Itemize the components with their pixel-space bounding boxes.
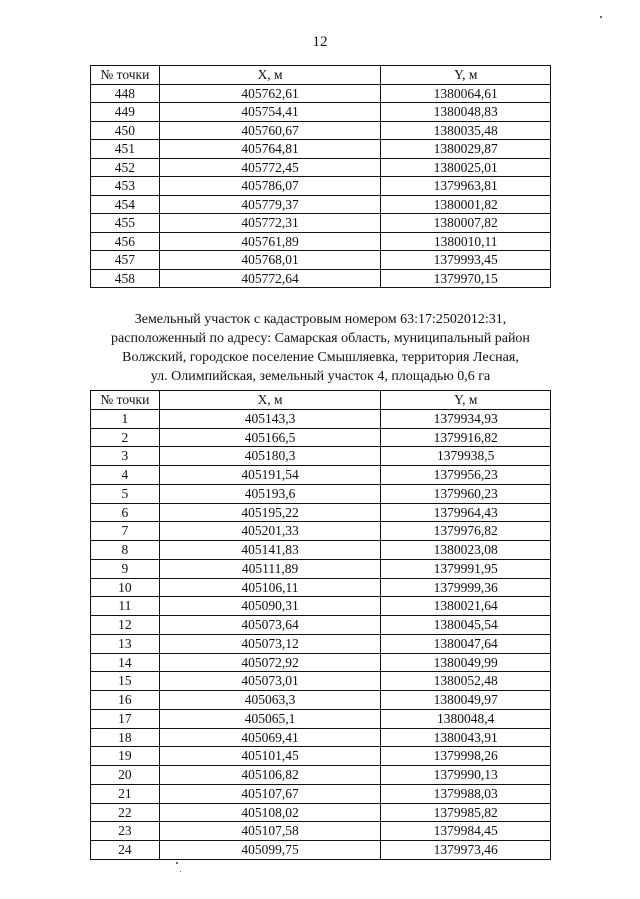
cell-x: 405111,89: [159, 559, 381, 578]
table-header-row: [91, 391, 551, 410]
cell-x: 405201,33: [159, 522, 381, 541]
cell-point-number: 8: [91, 541, 160, 560]
cell-y: 1380049,99: [381, 653, 551, 672]
cell-x: 405073,64: [159, 616, 381, 635]
cell-y: 1380029,87: [381, 140, 551, 159]
scan-speck: [176, 862, 178, 864]
table-row: [91, 232, 551, 251]
cell-y: 1379993,45: [381, 251, 551, 270]
cell-point-number: 1: [91, 409, 160, 428]
cell-y: 1380025,01: [381, 158, 551, 177]
cell-point-number: 21: [91, 784, 160, 803]
cell-y: 1380045,54: [381, 616, 551, 635]
cell-x: 405106,82: [159, 766, 381, 785]
cell-y: 1380021,64: [381, 597, 551, 616]
page-number: 12: [312, 34, 328, 50]
table-row: [91, 559, 551, 578]
cell-y: 1380001,82: [381, 195, 551, 214]
table-row: [91, 672, 551, 691]
column-header-x: X, м: [159, 66, 381, 85]
table-row: [91, 466, 551, 485]
cell-x: 405143,3: [159, 409, 381, 428]
cell-point-number: 10: [91, 578, 160, 597]
cell-y: 1380048,83: [381, 103, 551, 122]
cell-y: 1379964,43: [381, 503, 551, 522]
cell-y: 1379916,82: [381, 428, 551, 447]
cell-x: 405166,5: [159, 428, 381, 447]
cell-point-number: 24: [91, 841, 160, 860]
cell-y: 1379934,93: [381, 409, 551, 428]
cell-x: 405772,45: [159, 158, 381, 177]
cell-y: 1380052,48: [381, 672, 551, 691]
cell-point-number: 22: [91, 803, 160, 822]
plot-description-line: Волжский, городское поселение Смышляевка, территория Лесная,: [122, 350, 519, 365]
cell-point-number: 454: [91, 195, 160, 214]
table-row: [91, 747, 551, 766]
table-row: [91, 121, 551, 140]
table-row: [91, 822, 551, 841]
column-header-x: X, м: [159, 391, 381, 410]
cell-point-number: 14: [91, 653, 160, 672]
cell-y: 1379998,26: [381, 747, 551, 766]
table-row: [91, 728, 551, 747]
cell-x: 405107,58: [159, 822, 381, 841]
table-row: [91, 784, 551, 803]
table-row: [91, 214, 551, 233]
table-row: [91, 103, 551, 122]
table-row: [91, 634, 551, 653]
cell-y: 1379985,82: [381, 803, 551, 822]
cell-x: 405065,1: [159, 709, 381, 728]
cell-point-number: 13: [91, 634, 160, 653]
cell-point-number: 451: [91, 140, 160, 159]
cell-point-number: 15: [91, 672, 160, 691]
plot-description: [90, 310, 551, 386]
table-row: [91, 541, 551, 560]
cell-point-number: 455: [91, 214, 160, 233]
cell-point-number: 2: [91, 428, 160, 447]
table-row: [91, 447, 551, 466]
cell-y: 1380064,61: [381, 84, 551, 103]
table-row: [91, 691, 551, 710]
cell-y: 1380049,97: [381, 691, 551, 710]
cell-y: 1380023,08: [381, 541, 551, 560]
cell-x: 405180,3: [159, 447, 381, 466]
column-header-point-number: № точки: [91, 66, 160, 85]
table-row: [91, 616, 551, 635]
cell-y: 1379984,45: [381, 822, 551, 841]
cell-point-number: 458: [91, 269, 160, 288]
cell-point-number: 449: [91, 103, 160, 122]
cell-point-number: 18: [91, 728, 160, 747]
cell-y: 1379999,36: [381, 578, 551, 597]
cell-x: 405779,37: [159, 195, 381, 214]
table-row: [91, 428, 551, 447]
table-row: [91, 140, 551, 159]
cell-point-number: 457: [91, 251, 160, 270]
cell-y: 1379960,23: [381, 484, 551, 503]
cell-x: 405141,83: [159, 541, 381, 560]
cell-x: 405761,89: [159, 232, 381, 251]
cell-x: 405764,81: [159, 140, 381, 159]
cell-y: 1380007,82: [381, 214, 551, 233]
cell-point-number: 20: [91, 766, 160, 785]
cell-point-number: 7: [91, 522, 160, 541]
cell-point-number: 11: [91, 597, 160, 616]
table-row: [91, 841, 551, 860]
table-row: [91, 766, 551, 785]
cell-x: 405073,12: [159, 634, 381, 653]
table-row: [91, 597, 551, 616]
cell-y: 1380035,48: [381, 121, 551, 140]
cell-x: 405069,41: [159, 728, 381, 747]
cell-y: 1379976,82: [381, 522, 551, 541]
cell-point-number: 3: [91, 447, 160, 466]
cell-x: 405754,41: [159, 103, 381, 122]
cell-x: 405193,6: [159, 484, 381, 503]
cell-point-number: 450: [91, 121, 160, 140]
cell-y: 1379956,23: [381, 466, 551, 485]
cell-point-number: 456: [91, 232, 160, 251]
plot-description-line: ул. Олимпийская, земельный участок 4, площадью 0,6 га: [150, 369, 491, 384]
table-row: [91, 803, 551, 822]
cell-y: 1380010,11: [381, 232, 551, 251]
cell-x: 405107,67: [159, 784, 381, 803]
column-header-y: Y, м: [381, 391, 551, 410]
cell-point-number: 453: [91, 177, 160, 196]
table-header-row: [91, 66, 551, 85]
cell-point-number: 23: [91, 822, 160, 841]
cell-point-number: 448: [91, 84, 160, 103]
table-row: [91, 158, 551, 177]
cell-x: 405106,11: [159, 578, 381, 597]
cell-x: 405191,54: [159, 466, 381, 485]
cell-x: 405760,67: [159, 121, 381, 140]
cell-x: 405072,92: [159, 653, 381, 672]
table-row: [91, 503, 551, 522]
cell-y: 1379991,95: [381, 559, 551, 578]
cell-x: 405063,3: [159, 691, 381, 710]
table-row: [91, 709, 551, 728]
cell-y: 1379988,03: [381, 784, 551, 803]
cell-x: 405090,31: [159, 597, 381, 616]
scan-speck: [600, 16, 602, 18]
cell-point-number: 452: [91, 158, 160, 177]
cell-point-number: 6: [91, 503, 160, 522]
plot-description-line: Земельный участок с кадастровым номером 63:17:2502012:31,: [134, 312, 507, 327]
table-row: [91, 84, 551, 103]
cell-y: 1380043,91: [381, 728, 551, 747]
coordinates-table-2: [90, 390, 551, 860]
column-header-y: Y, м: [381, 66, 551, 85]
cell-x: 405101,45: [159, 747, 381, 766]
cell-point-number: 5: [91, 484, 160, 503]
plot-description-line: расположенный по адресу: Самарская область, муниципальный район: [111, 331, 530, 346]
cell-x: 405772,64: [159, 269, 381, 288]
table-row: [91, 578, 551, 597]
cell-x: 405099,75: [159, 841, 381, 860]
cell-y: 1379938,5: [381, 447, 551, 466]
table-row: [91, 251, 551, 270]
cell-point-number: 9: [91, 559, 160, 578]
cell-point-number: 17: [91, 709, 160, 728]
cell-y: 1379970,15: [381, 269, 551, 288]
column-header-point-number: № точки: [91, 391, 160, 410]
cell-x: 405772,31: [159, 214, 381, 233]
cell-x: 405108,02: [159, 803, 381, 822]
cell-point-number: 12: [91, 616, 160, 635]
table-row: [91, 522, 551, 541]
cell-y: 1379963,81: [381, 177, 551, 196]
cell-y: 1380048,4: [381, 709, 551, 728]
cell-y: 1379973,46: [381, 841, 551, 860]
scan-speck: [180, 871, 181, 872]
table-row: [91, 409, 551, 428]
table-row: [91, 177, 551, 196]
cell-x: 405768,01: [159, 251, 381, 270]
cell-point-number: 4: [91, 466, 160, 485]
cell-x: 405786,07: [159, 177, 381, 196]
cell-x: 405195,22: [159, 503, 381, 522]
cell-point-number: 16: [91, 691, 160, 710]
cell-x: 405762,61: [159, 84, 381, 103]
table-row: [91, 653, 551, 672]
cell-y: 1380047,64: [381, 634, 551, 653]
table-row: [91, 195, 551, 214]
cell-y: 1379990,13: [381, 766, 551, 785]
cell-point-number: 19: [91, 747, 160, 766]
table-row: [91, 484, 551, 503]
table-row: [91, 269, 551, 288]
coordinates-table-1: [90, 65, 551, 288]
cell-x: 405073,01: [159, 672, 381, 691]
